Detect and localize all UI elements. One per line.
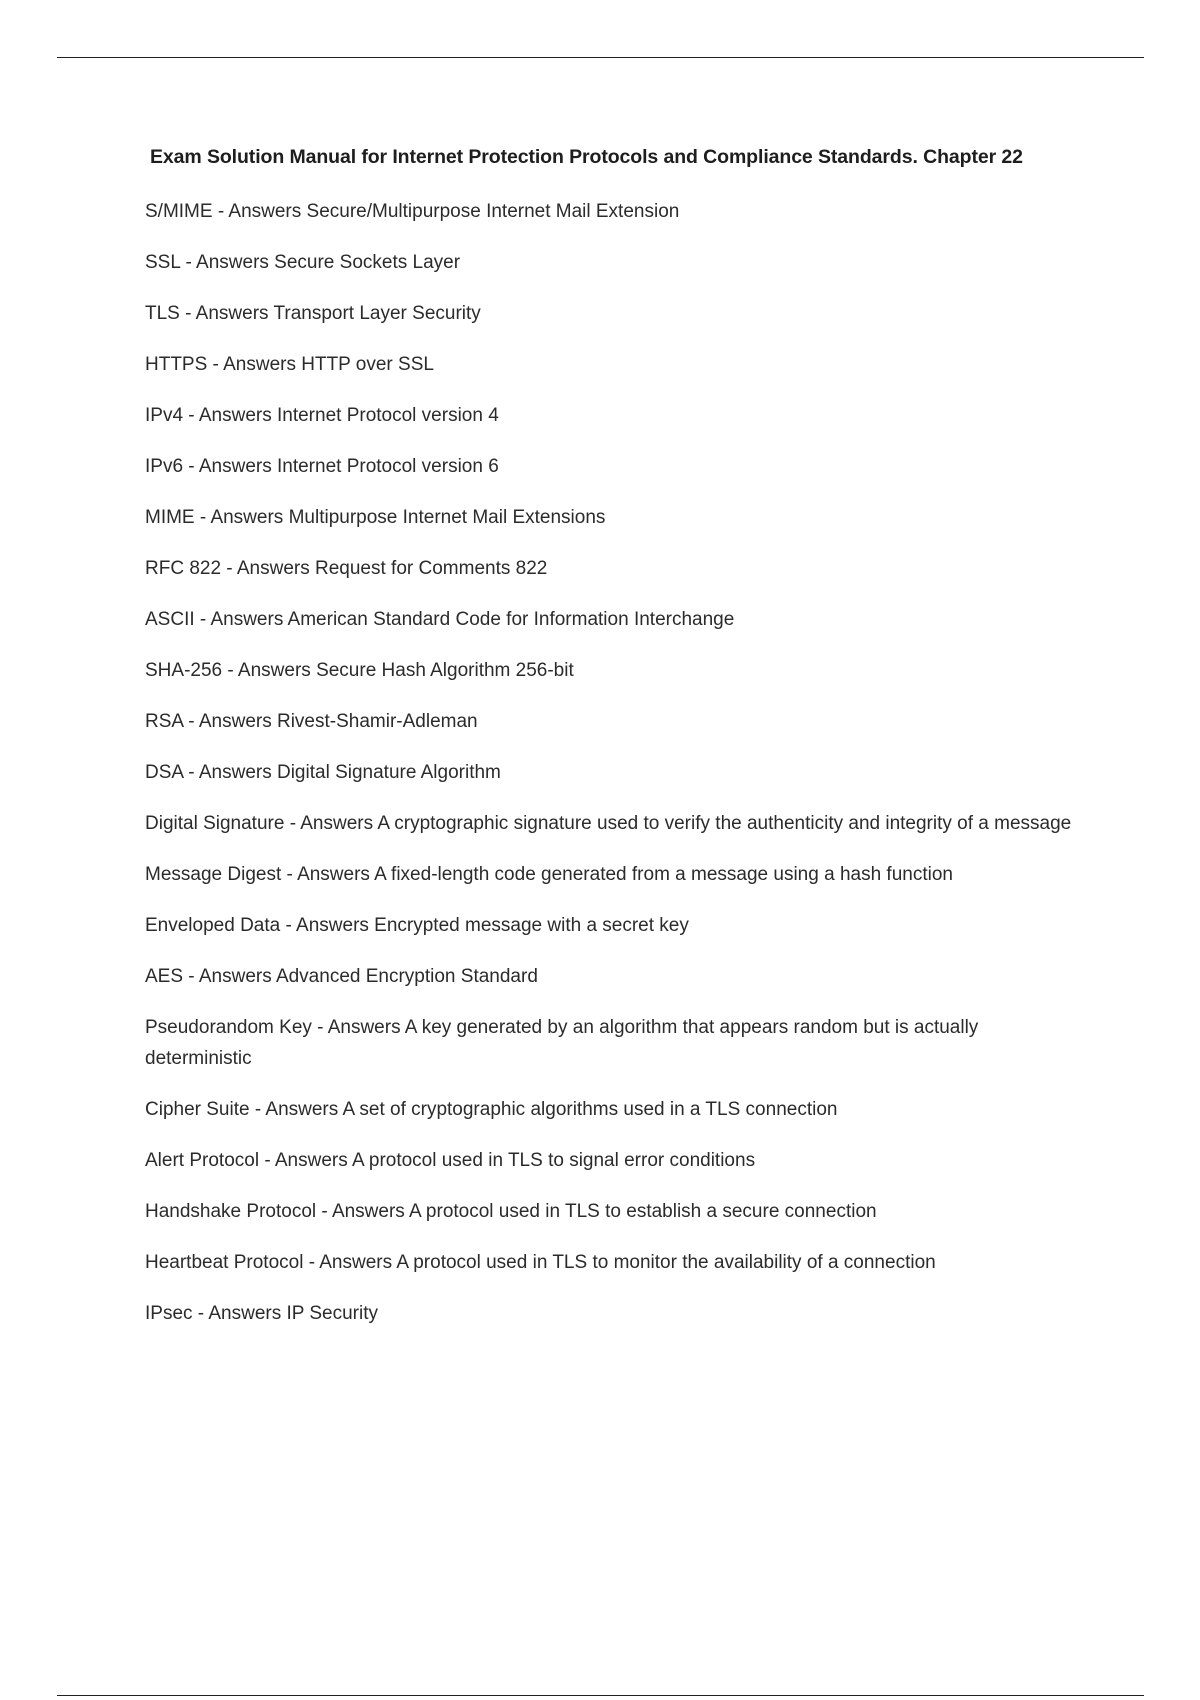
list-item: HTTPS - Answers HTTP over SSL [145, 354, 434, 375]
footer-rule [57, 1695, 1144, 1696]
list-item: IPv6 - Answers Internet Protocol version 6 [145, 456, 499, 477]
list-item: TLS - Answers Transport Layer Security [145, 303, 481, 324]
list-item: Digital Signature - Answers A cryptographic signature used to verify the authenticity and integrity of a message [145, 813, 1072, 834]
list-item: IPv4 - Answers Internet Protocol version 4 [145, 405, 499, 426]
list-item: Handshake Protocol - Answers A protocol used in TLS to establish a secure connection [145, 1201, 877, 1222]
answer-list [145, 196, 1075, 1349]
list-item: Enveloped Data - Answers Encrypted message with a secret key [145, 915, 689, 936]
list-item: AES - Answers Advanced Encryption Standard [145, 966, 538, 987]
list-item: ASCII - Answers American Standard Code for Information Interchange [145, 609, 735, 630]
list-item: S/MIME - Answers Secure/Multipurpose Internet Mail Extension [145, 201, 680, 222]
list-item: IPsec - Answers IP Security [145, 1303, 379, 1324]
list-item: SHA-256 - Answers Secure Hash Algorithm 256-bit [145, 660, 574, 681]
list-item: Cipher Suite - Answers A set of cryptographic algorithms used in a TLS connection [145, 1099, 838, 1120]
list-item: Heartbeat Protocol - Answers A protocol used in TLS to monitor the availability of a connection [145, 1252, 936, 1273]
list-item: DSA - Answers Digital Signature Algorithm [145, 762, 501, 783]
list-item: Message Digest - Answers A fixed-length code generated from a message using a hash function [145, 864, 953, 885]
list-item: Alert Protocol - Answers A protocol used in TLS to signal error conditions [145, 1150, 756, 1171]
list-item: SSL - Answers Secure Sockets Layer [145, 252, 461, 273]
list-item: RSA - Answers Rivest-Shamir-Adleman [145, 711, 478, 732]
document-title: Exam Solution Manual for Internet Protection Protocols and Compliance Standards. Chapter 22 [150, 146, 1023, 168]
list-item: RFC 822 - Answers Request for Comments 822 [145, 558, 548, 579]
list-item: Pseudorandom Key - Answers A key generated by an algorithm that appears random but is actually deterministic [145, 1017, 979, 1069]
list-item: MIME - Answers Multipurpose Internet Mail Extensions [145, 507, 606, 528]
header-rule [57, 57, 1144, 58]
